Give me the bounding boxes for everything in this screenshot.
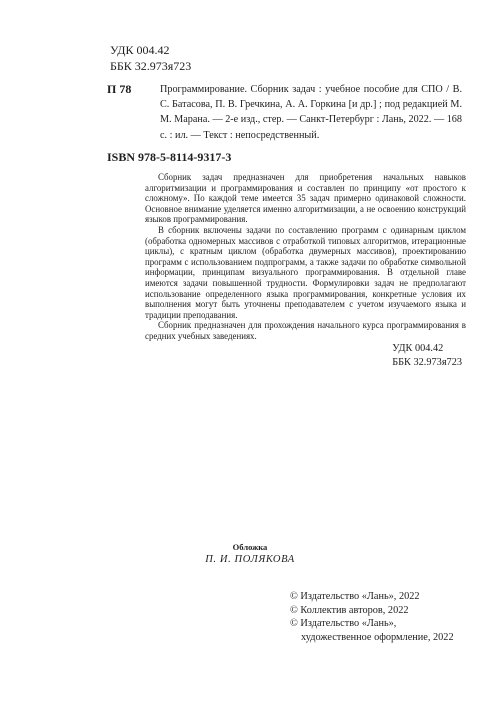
annotation-paragraph: Сборник задач предназначен для приобретения начальных навыков алгоритмизации и программирования и составлен по принципу «от простого к сложному». По каждой теме имеется 35 задач примерно одинаковой сложности. Основное внимание уделяется именно алгоритмизации, а не освоению конструкций языков программирования. [145, 172, 466, 225]
cover-label: Обложка [232, 542, 268, 552]
bbk-code: ББК 32.973я723 [392, 357, 462, 368]
udk-code: УДК 004.42 [392, 343, 444, 354]
copyright-line: художественное оформление, 2022 [301, 631, 454, 643]
isbn: ISBN 978-5-8114-9317-3 [107, 150, 232, 164]
cover-artist: П. И. ПОЛЯКОВА [205, 554, 295, 565]
copyright-line: © Коллектив авторов, 2022 [290, 604, 409, 616]
annotation [145, 172, 466, 342]
annotation-paragraph: В сборник включены задачи по составлению программ с одинарным циклом (обработка одномерных массивов с отработкой типовых алгоритмов, итерационные циклы), с кратным циклом (обработка двумерных массивов), проектированию программ с использованием подпрограмм, а также задачи по обработке символьной информации, принципам визуального программирования. В отдельной главе имеются задачи повышенной трудности. Формулировки задач не предполагают использование определенного языка программирования, конкретные условия их выполнения могут быть уточнены преподавателем с учетом изучаемого языка и традиции преподавания. [145, 224, 466, 320]
classification-codes-top [110, 42, 191, 74]
udk-code: УДК 004.42 [110, 43, 170, 57]
cover-credit [0, 542, 500, 566]
classification-codes-bottom [392, 342, 462, 370]
bbk-code: ББК 32.973я723 [110, 59, 192, 73]
copyright-line: © Издательство «Лань», 2022 [290, 591, 420, 602]
copyright-block [290, 590, 454, 644]
author-mark: П 78 [107, 82, 132, 96]
copyright-line: © Издательство «Лань», [290, 618, 397, 629]
annotation-paragraph: Сборник предназначен для прохождения начального курса программирования в средних учебных заведениях. [145, 320, 466, 341]
bibliographic-description: Программирование. Сборник задач : учебное пособие для СПО / В. С. Батасова, П. В. Гречкина, А. А. Горкина [и др.] ; под редакцией М. М. Марана. — 2-е изд., стер. — Санкт-Петербург : Лань, 2022. — 168 с. : ил. — Текст : непосредственный. [160, 84, 462, 141]
